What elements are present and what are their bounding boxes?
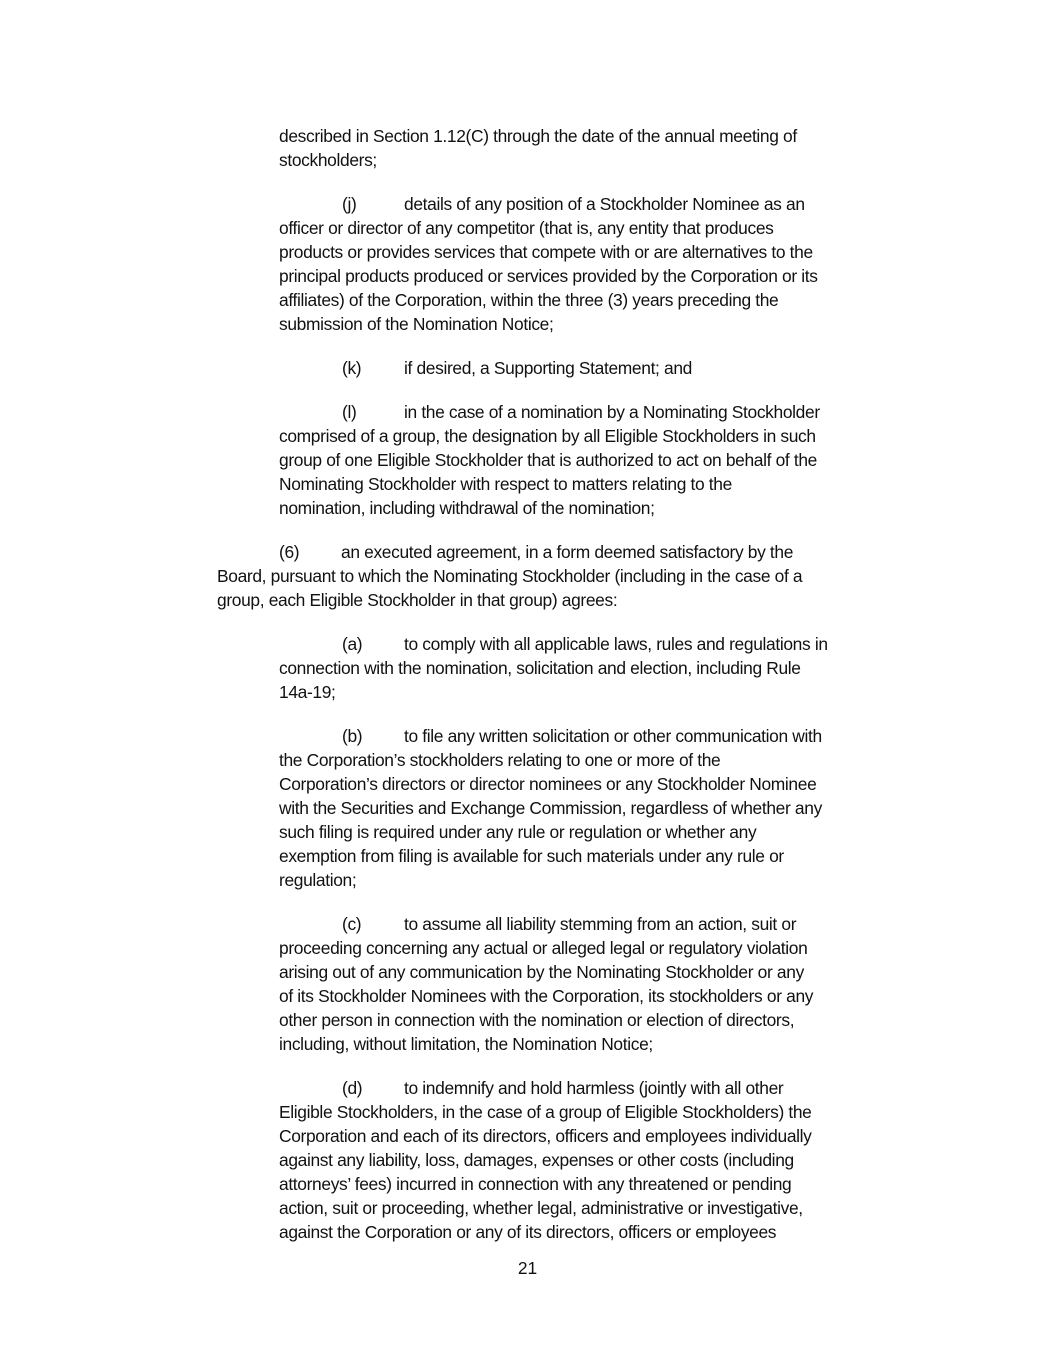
line-text: such filing is required under any rule or regulation or whether any: [279, 822, 757, 842]
paragraph: [0, 356, 1055, 380]
line-text: the Corporation’s stockholders relating to one or more of the: [279, 750, 721, 770]
line-text: exemption from filing is available for such materials under any rule or: [279, 846, 784, 866]
line-text: submission of the Nomination Notice;: [279, 314, 554, 334]
line-text: of its Stockholder Nominees with the Corporation, its stockholders or any: [279, 986, 814, 1006]
line-text: Board, pursuant to which the Nominating Stockholder (including in the case of a: [217, 566, 803, 586]
text-line: [0, 1172, 1055, 1196]
line-text: proceeding concerning any actual or alleged legal or regulatory violation: [279, 938, 808, 958]
paragraph: [0, 192, 1055, 336]
text-line: [0, 1032, 1055, 1056]
line-text: Eligible Stockholders, in the case of a group of Eligible Stockholders) the: [279, 1102, 812, 1122]
text-line: [0, 868, 1055, 892]
line-text: officer or director of any competitor (that is, any entity that produces: [279, 218, 774, 238]
text-line: [0, 1100, 1055, 1124]
text-line: [0, 748, 1055, 772]
paragraph: [0, 912, 1055, 1056]
text-line: [0, 448, 1055, 472]
line-text: to file any written solicitation or other communication with: [404, 726, 822, 746]
paragraph: [0, 124, 1055, 172]
text-line: [0, 1076, 1055, 1100]
paragraph-label: (l): [342, 402, 357, 422]
text-line: [0, 264, 1055, 288]
line-text: comprised of a group, the designation by all Eligible Stockholders in such: [279, 426, 816, 446]
line-text: an executed agreement, in a form deemed satisfactory by the: [341, 542, 794, 562]
paragraph-label: (c): [342, 914, 362, 934]
page-number: 21: [517, 1258, 538, 1278]
text-line: [0, 912, 1055, 936]
line-text: action, suit or proceeding, whether legal, administrative or investigative,: [279, 1198, 803, 1218]
text-line: [0, 540, 1055, 564]
document-body: [0, 124, 1055, 1264]
text-line: [0, 820, 1055, 844]
line-text: Corporation and each of its directors, officers and employees individually: [279, 1126, 812, 1146]
line-text: Corporation’s directors or director nominees or any Stockholder Nominee: [279, 774, 817, 794]
text-line: [0, 656, 1055, 680]
line-text: in the case of a nomination by a Nominating Stockholder: [404, 402, 820, 422]
line-text: products or provides services that compete with or are alternatives to the: [279, 242, 813, 262]
text-line: [0, 564, 1055, 588]
text-line: [0, 288, 1055, 312]
text-line: [0, 844, 1055, 868]
paragraph-label: (k): [342, 358, 362, 378]
text-line: [0, 1008, 1055, 1032]
paragraph: [0, 724, 1055, 892]
line-text: with the Securities and Exchange Commission, regardless of whether any: [279, 798, 822, 818]
paragraph: [0, 1076, 1055, 1244]
text-line: [0, 356, 1055, 380]
text-line: [0, 772, 1055, 796]
line-text: group of one Eligible Stockholder that is authorized to act on behalf of the: [279, 450, 818, 470]
paragraph-label: (6): [279, 542, 300, 562]
line-text: details of any position of a Stockholder Nominee as an: [404, 194, 805, 214]
line-text: arising out of any communication by the Nominating Stockholder or any: [279, 962, 804, 982]
text-line: [0, 632, 1055, 656]
text-line: [0, 472, 1055, 496]
text-line: [0, 216, 1055, 240]
line-text: 14a-19;: [279, 682, 336, 702]
paragraph-label: (b): [342, 726, 363, 746]
paragraph-label: (a): [342, 634, 363, 654]
paragraph: [0, 632, 1055, 704]
paragraph-label: (d): [342, 1078, 363, 1098]
text-line: [0, 1220, 1055, 1244]
line-text: other person in connection with the nomination or election of directors,: [279, 1010, 795, 1030]
text-line: [0, 588, 1055, 612]
line-text: attorneys’ fees) incurred in connection with any threatened or pending: [279, 1174, 792, 1194]
text-line: [0, 936, 1055, 960]
text-line: [0, 1124, 1055, 1148]
paragraph: [0, 540, 1055, 612]
text-line: [0, 400, 1055, 424]
text-line: [0, 124, 1055, 148]
text-line: [0, 424, 1055, 448]
line-text: against any liability, loss, damages, expenses or other costs (including: [279, 1150, 794, 1170]
line-text: to comply with all applicable laws, rules and regulations in: [404, 634, 828, 654]
text-line: [0, 680, 1055, 704]
text-line: [0, 312, 1055, 336]
text-line: [0, 496, 1055, 520]
line-text: described in Section 1.12(C) through the date of the annual meeting of: [279, 126, 797, 146]
line-text: regulation;: [279, 870, 357, 890]
line-text: Nominating Stockholder with respect to matters relating to the: [279, 474, 732, 494]
line-text: connection with the nomination, solicitation and election, including Rule: [279, 658, 801, 678]
paragraph: [0, 400, 1055, 520]
text-line: [0, 1196, 1055, 1220]
line-text: to indemnify and hold harmless (jointly with all other: [404, 1078, 784, 1098]
line-text: group, each Eligible Stockholder in that group) agrees:: [217, 590, 618, 610]
text-line: [0, 1148, 1055, 1172]
line-text: nomination, including withdrawal of the nomination;: [279, 498, 655, 518]
line-text: affiliates) of the Corporation, within the three (3) years preceding the: [279, 290, 779, 310]
line-text: stockholders;: [279, 150, 377, 170]
line-text: to assume all liability stemming from an action, suit or: [404, 914, 797, 934]
paragraph-label: (j): [342, 194, 357, 214]
text-line: [0, 984, 1055, 1008]
text-line: [0, 960, 1055, 984]
text-line: [0, 796, 1055, 820]
text-line: [0, 240, 1055, 264]
line-text: including, without limitation, the Nomination Notice;: [279, 1034, 653, 1054]
text-line: [0, 192, 1055, 216]
text-line: [0, 724, 1055, 748]
line-text: principal products produced or services provided by the Corporation or its: [279, 266, 818, 286]
line-text: against the Corporation or any of its directors, officers or employees: [279, 1222, 777, 1242]
text-line: [0, 148, 1055, 172]
line-text: if desired, a Supporting Statement; and: [404, 358, 692, 378]
